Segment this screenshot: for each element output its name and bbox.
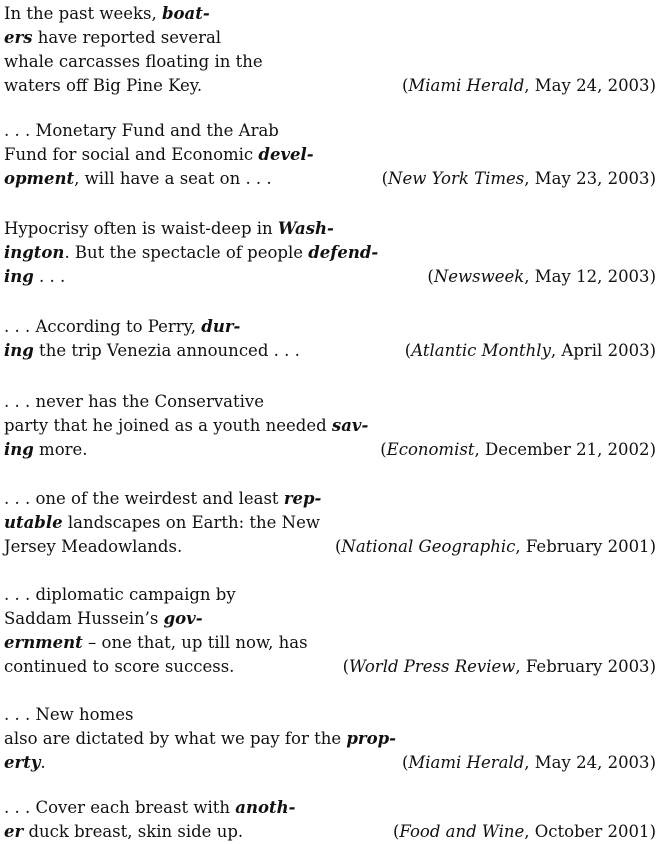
publication-date: May 24, 2003 <box>534 76 650 95</box>
publication-name: Miami Herald <box>408 753 525 772</box>
hyphenated-word: er <box>4 822 24 841</box>
quote-entry <box>4 703 656 775</box>
quote-entry <box>4 796 656 844</box>
quote-fragment: more. <box>33 440 88 459</box>
quote-entry <box>4 2 656 98</box>
source-citation: (National Geographic, February 2001) <box>334 537 656 556</box>
publication-name: Atlantic Monthly <box>411 341 551 360</box>
quote-line <box>4 631 656 655</box>
quote-fragment: . . . <box>33 267 66 286</box>
quote-fragment: . <box>40 753 46 772</box>
quote-fragment: whale carcasses floating in the <box>4 52 263 71</box>
quote-fragment: waters off Big Pine Key. <box>4 76 203 95</box>
quote-fragment: landscapes on Earth: the New <box>62 513 320 532</box>
publication-date: April 2003 <box>561 341 650 360</box>
source-citation: (Food and Wine, October 2001) <box>392 822 656 841</box>
quote-line <box>4 241 656 265</box>
publication-date: December 21, 2002 <box>484 440 650 459</box>
source-citation: (New York Times, May 23, 2003) <box>381 169 656 188</box>
quote-fragment: Fund for social and Economic <box>4 145 259 164</box>
quote-line <box>4 607 656 631</box>
quote-line <box>4 2 656 26</box>
hyphenated-word: ing <box>4 267 34 286</box>
quote-line <box>4 143 656 167</box>
quote-fragment: , will have a seat on . . . <box>74 169 272 188</box>
publication-date: May 12, 2003 <box>534 267 650 286</box>
publication-name: National Geographic <box>341 537 516 556</box>
quote-fragment: . . . New homes <box>4 705 134 724</box>
hyphenated-word: utable <box>4 513 63 532</box>
hyphenated-word: sav- <box>331 416 369 435</box>
quote-line <box>4 511 656 535</box>
hyphenated-word: prop- <box>346 729 396 748</box>
hyphenated-word: defend- <box>308 243 379 262</box>
quote-fragment: party that he joined as a youth needed <box>4 416 332 435</box>
quote-line <box>4 727 656 751</box>
publication-date: May 24, 2003 <box>534 753 650 772</box>
quote-fragment: – one that, up till now, has <box>82 633 308 652</box>
quote-fragment: duck breast, skin side up. <box>23 822 244 841</box>
quote-line <box>4 50 656 74</box>
quote-line <box>4 796 656 820</box>
publication-name: Newsweek <box>433 267 525 286</box>
quote-entry <box>4 217 656 289</box>
quote-entry <box>4 487 656 559</box>
quote-fragment: . . . Cover each breast with <box>4 798 236 817</box>
publication-date: May 23, 2003 <box>534 169 650 188</box>
hyphenated-word: boat- <box>162 4 210 23</box>
hyphenated-word: ing <box>4 341 34 360</box>
publication-name: Miami Herald <box>408 76 525 95</box>
publication-name: World Press Review <box>349 657 516 676</box>
quote-entry <box>4 119 656 191</box>
quote-line <box>4 119 656 143</box>
source-citation: (Miami Herald, May 24, 2003) <box>401 753 656 772</box>
hyphenated-word: ington <box>4 243 65 262</box>
quote-fragment: . . . Monetary Fund and the Arab <box>4 121 279 140</box>
source-citation: (Atlantic Monthly, April 2003) <box>404 341 656 360</box>
quote-fragment: . . . never has the Conservative <box>4 392 264 411</box>
hyphenated-word: dur- <box>201 317 241 336</box>
quote-fragment: have reported several <box>32 28 222 47</box>
hyphenated-word: anoth- <box>235 798 296 817</box>
publication-name: Food and Wine <box>399 822 525 841</box>
quote-line <box>4 487 656 511</box>
quote-fragment: . But the spectacle of people <box>64 243 309 262</box>
hyphenated-word: erty <box>4 753 41 772</box>
hyphenated-word: opment <box>4 169 75 188</box>
source-citation: (Newsweek, May 12, 2003) <box>427 267 656 286</box>
hyphenated-word: gov- <box>163 609 203 628</box>
quote-entry <box>4 315 656 363</box>
quote-line <box>4 26 656 50</box>
quote-line <box>4 315 656 339</box>
hyphenated-word: ernment <box>4 633 83 652</box>
quote-line <box>4 217 656 241</box>
quote-entry <box>4 583 656 679</box>
quote-entry <box>4 390 656 462</box>
hyphenated-word: devel- <box>258 145 314 164</box>
quote-fragment: Hypocrisy often is waist-deep in <box>4 219 278 238</box>
quote-fragment: . . . one of the weirdest and least <box>4 489 284 508</box>
publication-date: October 2001 <box>534 822 650 841</box>
quote-line <box>4 414 656 438</box>
publication-date: February 2003 <box>525 657 650 676</box>
quote-fragment: also are dictated by what we pay for the <box>4 729 347 748</box>
quote-fragment: Saddam Hussein’s <box>4 609 164 628</box>
quote-fragment: the trip Venezia announced . . . <box>33 341 300 360</box>
quote-line <box>4 390 656 414</box>
quote-line <box>4 703 656 727</box>
quote-fragment: Jersey Meadowlands. <box>4 537 183 556</box>
hyphenated-word: ers <box>4 28 33 47</box>
hyphenated-word: ing <box>4 440 34 459</box>
quote-line <box>4 583 656 607</box>
hyphenated-word: Wash- <box>277 219 334 238</box>
hyphenated-word: rep- <box>283 489 322 508</box>
quote-fragment: . . . According to Perry, <box>4 317 202 336</box>
quote-fragment: continued to score success. <box>4 657 235 676</box>
publication-date: February 2001 <box>525 537 650 556</box>
source-citation: (Miami Herald, May 24, 2003) <box>401 76 656 95</box>
quote-fragment: In the past weeks, <box>4 4 163 23</box>
quote-fragment: . . . diplomatic campaign by <box>4 585 236 604</box>
publication-name: Economist <box>386 440 475 459</box>
publication-name: New York Times <box>388 169 525 188</box>
source-citation: (Economist, December 21, 2002) <box>380 440 656 459</box>
source-citation: (World Press Review, February 2003) <box>342 657 656 676</box>
